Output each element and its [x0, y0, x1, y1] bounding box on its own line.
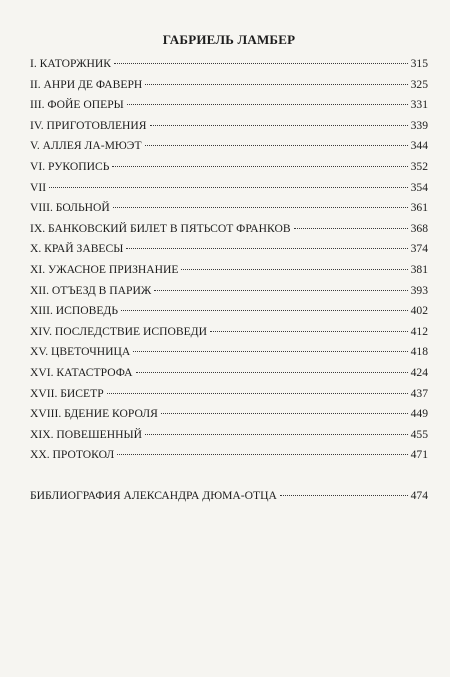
- dot-leader: [49, 187, 408, 188]
- page-number: 354: [410, 180, 428, 194]
- chapter-title: XIV. ПОСЛЕДСТВИЕ ИСПОВЕДИ: [30, 324, 207, 338]
- page-number: 344: [410, 139, 428, 153]
- dot-leader: [107, 393, 408, 394]
- page-number: 368: [410, 221, 428, 235]
- toc-entry: [30, 301, 428, 322]
- toc-entry: [30, 260, 428, 281]
- chapter-title: XV. ЦВЕТОЧНИЦА: [30, 345, 131, 359]
- dot-leader: [113, 207, 408, 208]
- toc-entry: [30, 425, 428, 446]
- toc-entry: [30, 363, 428, 384]
- chapter-title: VII: [30, 180, 47, 194]
- chapter-title: II. АНРИ ДЕ ФАВЕРН: [30, 77, 143, 91]
- dot-leader: [145, 84, 407, 85]
- dot-leader: [133, 351, 407, 352]
- chapter-title: XII. ОТЪЕЗД В ПАРИЖ: [30, 283, 152, 297]
- page-number: 339: [410, 118, 428, 132]
- chapter-title: III. ФОЙЕ ОПЕРЫ: [30, 98, 124, 112]
- dot-leader: [145, 434, 408, 435]
- page-number: 424: [410, 365, 428, 379]
- page-number: 361: [410, 201, 428, 215]
- bibliography-entry: [30, 486, 428, 507]
- chapter-list: [30, 54, 428, 466]
- toc-entry: [30, 198, 428, 219]
- toc-entry: [30, 219, 428, 240]
- chapter-title: XVI. КАТАСТРОФА: [30, 365, 133, 379]
- dot-leader: [114, 63, 408, 64]
- toc-page: [30, 30, 428, 506]
- toc-entry: [30, 384, 428, 405]
- section-heading: ГАБРИЕЛЬ ЛАМБЕР: [162, 32, 296, 47]
- chapter-title: IV. ПРИГОТОВЛЕНИЯ: [30, 118, 147, 132]
- dot-leader: [121, 310, 408, 311]
- dot-leader: [136, 372, 408, 373]
- toc-entry: [30, 281, 428, 302]
- dot-leader: [210, 331, 408, 332]
- dot-leader: [127, 104, 408, 105]
- chapter-title: I. КАТОРЖНИК: [30, 57, 111, 70]
- page-number: 325: [410, 77, 428, 91]
- chapter-title: X. КРАЙ ЗАВЕСЫ: [30, 242, 124, 256]
- page-number: 412: [410, 324, 428, 338]
- dot-leader: [154, 290, 407, 291]
- dot-leader: [150, 125, 408, 126]
- toc-entry: [30, 54, 428, 75]
- page-number: 449: [410, 407, 428, 421]
- toc-entry: [30, 75, 428, 96]
- chapter-title: XX. ПРОТОКОЛ: [30, 448, 115, 462]
- toc-entry: [30, 157, 428, 178]
- chapter-title: XVIII. БДЕНИЕ КОРОЛЯ: [30, 407, 158, 421]
- dot-leader: [145, 145, 408, 146]
- chapter-title: V. АЛЛЕЯ ЛА-МЮЭТ: [30, 139, 142, 153]
- page-number: 437: [410, 386, 428, 400]
- chapter-title: VIII. БОЛЬНОЙ: [30, 201, 110, 215]
- chapter-title: XIII. ИСПОВЕДЬ: [30, 304, 118, 318]
- dot-leader: [112, 166, 407, 167]
- dot-leader: [280, 495, 408, 496]
- toc-entry: [30, 136, 428, 157]
- chapter-title: XVII. БИСЕТР: [30, 386, 104, 400]
- dot-leader: [161, 413, 408, 414]
- dot-leader: [294, 228, 408, 229]
- page-number: 381: [410, 262, 428, 276]
- page-number: 374: [410, 242, 428, 256]
- page-number: 418: [410, 345, 428, 359]
- page-number: 331: [410, 98, 428, 112]
- chapter-title: XI. УЖАСНОЕ ПРИЗНАНИЕ: [30, 262, 179, 276]
- chapter-title: XIX. ПОВЕШЕННЫЙ: [30, 427, 142, 441]
- toc-entry: [30, 116, 428, 137]
- toc-entry: [30, 95, 428, 116]
- page-number: 352: [410, 159, 428, 173]
- page-number: 393: [410, 283, 428, 297]
- page-number: 455: [410, 427, 428, 441]
- dot-leader: [117, 454, 407, 455]
- toc-entry: [30, 342, 428, 363]
- toc-entry: [30, 239, 428, 260]
- dot-leader: [126, 248, 407, 249]
- toc-entry: [30, 445, 428, 466]
- toc-entry: [30, 178, 428, 199]
- page-number: 402: [410, 304, 428, 318]
- chapter-title: VI. РУКОПИСЬ: [30, 159, 110, 173]
- bibliography-title: БИБЛИОГРАФИЯ АЛЕКСАНДРА ДЮМА-ОТЦА: [30, 488, 277, 502]
- dot-leader: [181, 269, 407, 270]
- page-number: 315: [410, 57, 428, 70]
- toc-entry: [30, 404, 428, 425]
- page-number: 474: [410, 488, 428, 502]
- toc-entry: [30, 322, 428, 343]
- chapter-title: IX. БАНКОВСКИЙ БИЛЕТ В ПЯТЬСОТ ФРАНКОВ: [30, 221, 291, 235]
- page-number: 471: [410, 448, 428, 462]
